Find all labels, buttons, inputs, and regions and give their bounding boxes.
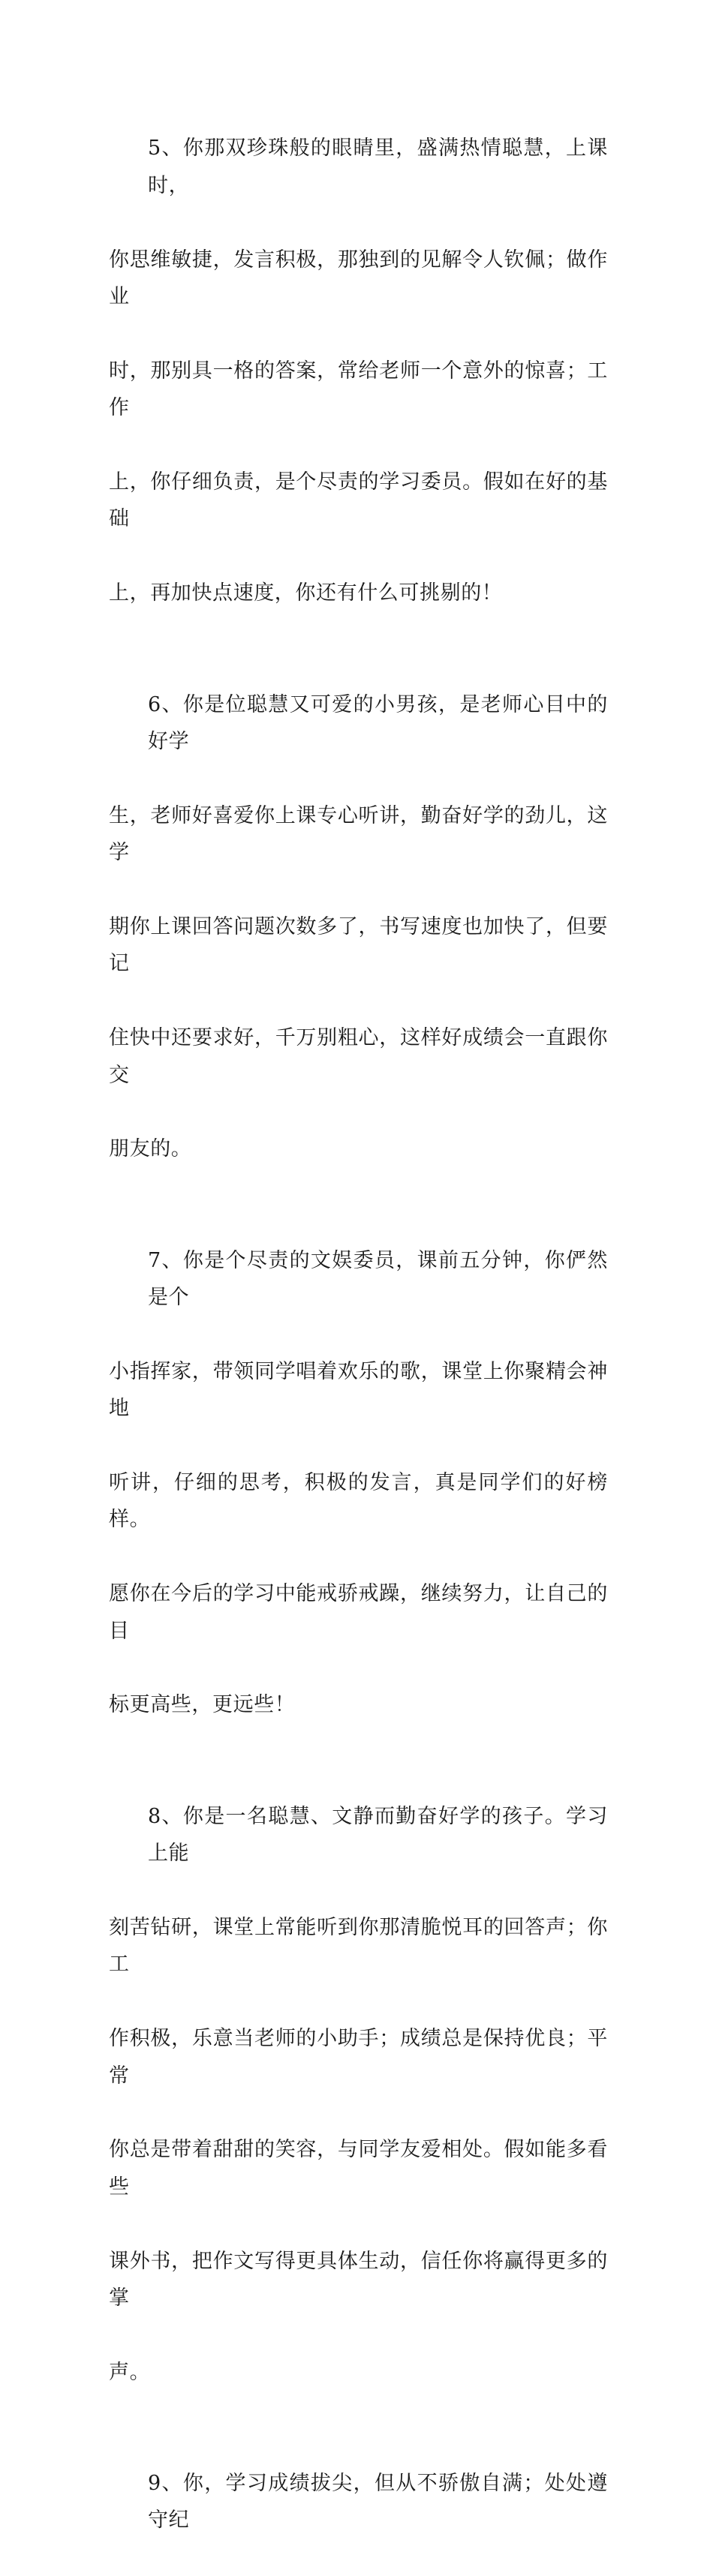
document-body	[109, 93, 608, 2576]
text-line: 愿你在今后的学习中能戒骄戒躁，继续努力，让自己的目	[109, 1582, 608, 1643]
text-line: 小指挥家，带领同学唱着欢乐的歌，课堂上你聚精会神地	[109, 1359, 608, 1421]
text-line: 课外书，把作文写得更具体生动，信任你将赢得更多的掌	[109, 2249, 608, 2310]
text-line: 刻苦钻研，课堂上常能听到你那清脆悦耳的回答声；你工	[109, 1915, 608, 1977]
text-line: 6、你是位聪慧又可爱的小男孩，是老师心目中的好学	[148, 692, 608, 753]
text-line: 标更高些，更远些！	[109, 1693, 296, 1717]
text-line: 作积极，乐意当老师的小助手；成绩总是保持优良；平常	[109, 2027, 608, 2088]
text-line: 上，再加快点速度，你还有什么可挑剔的！	[109, 581, 503, 605]
text-line: 声。	[109, 2360, 151, 2384]
text-line: 7、你是个尽责的文娱委员，课前五分钟，你俨然是个	[148, 1248, 608, 1309]
text-line: 你思维敏捷，发言积极，那独到的见解令人钦佩；做作业	[109, 248, 608, 309]
text-line: 5、你那双珍珠般的眼睛里，盛满热情聪慧，上课时，	[148, 137, 608, 197]
paragraph-5	[109, 93, 608, 649]
text-line: 期你上课回答问题次数多了，书写速度也加快了，但要记	[109, 914, 608, 976]
text-line: 住快中还要求好，千万别粗心，这样好成绩会一直跟你交	[109, 1026, 608, 1087]
text-line: 生，老师好喜爱你上课专心听讲，勤奋好学的劲儿，这学	[109, 803, 608, 865]
paragraph-7	[109, 1205, 608, 1761]
paragraph-6	[109, 649, 608, 1205]
text-line: 你总是带着甜甜的笑容，与同学友爱相处。假如能多看些	[109, 2138, 608, 2199]
text-line: 上，你仔细负责，是个尽责的学习委员。假如在好的基础	[109, 470, 608, 531]
text-line: 听讲，仔细的思考，积极的发言，真是同学们的好榜样。	[109, 1471, 608, 1532]
paragraph-8	[109, 1761, 608, 2427]
text-line: 时，那别具一格的答案，常给老师一个意外的惊喜；工作	[109, 359, 608, 420]
text-line: 朋友的。	[109, 1137, 192, 1161]
text-line: 9、你，学习成绩拔尖，但从不骄傲自满；处处遵守纪	[148, 2472, 608, 2532]
text-line: 8、你是一名聪慧、文静而勤奋好学的孩子。学习上能	[148, 1804, 608, 1866]
paragraph-9	[109, 2428, 608, 2576]
